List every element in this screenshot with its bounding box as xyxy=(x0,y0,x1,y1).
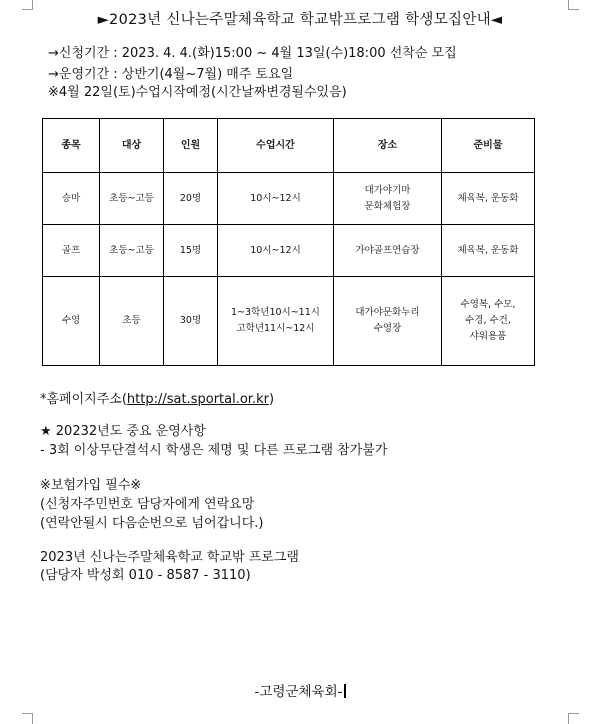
insurance-heading: ※보험가입 필수※ xyxy=(40,478,142,493)
cell-time-line: 10시~12시 xyxy=(250,244,301,256)
header-place: 장소 xyxy=(334,119,442,173)
cell-sport: 골프 xyxy=(43,225,100,277)
application-period: →신청기간 : 2023. 4. 4.(화)15:00 ~ 4월 13일(수)18:00 선착순 모집 xyxy=(48,46,457,61)
homepage-label: *홈페이지주소( xyxy=(40,392,127,407)
page-corner-mark xyxy=(568,713,579,724)
homepage-line xyxy=(40,388,274,407)
cell-items xyxy=(442,277,535,366)
header-time: 수업시간 xyxy=(218,119,334,173)
cell-place xyxy=(334,173,442,225)
cell-count: 30명 xyxy=(164,277,218,366)
cell-items xyxy=(442,225,535,277)
cell-items-line: 체육복, 운동화 xyxy=(457,192,519,204)
header-count: 인원 xyxy=(164,119,218,173)
cell-items xyxy=(442,173,535,225)
cell-time-line: 고학년11시~12시 xyxy=(236,323,315,334)
cell-place-line: 문화체험장 xyxy=(364,200,411,212)
footer-signature xyxy=(0,680,600,700)
cell-time xyxy=(218,173,334,225)
homepage-close: ) xyxy=(268,392,275,407)
cell-items-line: 샤워용품 xyxy=(469,331,507,342)
cell-target: 초등~고등 xyxy=(100,225,164,277)
table-row xyxy=(43,173,535,225)
document-title: ►2023년 신나는주말체육학교 학교밖프로그램 학생모집안내◄ xyxy=(97,12,503,28)
cell-count: 20명 xyxy=(164,173,218,225)
homepage-link[interactable]: http://sat.sportal.or.kr xyxy=(126,392,269,407)
cell-target: 초등 xyxy=(100,277,164,366)
cell-sport: 수영 xyxy=(43,277,100,366)
cell-target: 초등~고등 xyxy=(100,173,164,225)
cell-place-line: 대가야문화누리 xyxy=(355,307,420,318)
cell-place xyxy=(334,277,442,366)
table-row xyxy=(43,277,535,366)
cell-sport: 승마 xyxy=(43,173,100,225)
insurance-note: (연락안될시 다음순번으로 넘어갑니다.) xyxy=(40,516,264,531)
header-items: 준비물 xyxy=(442,119,535,173)
cell-place-line: 수영장 xyxy=(373,323,402,334)
page-corner-mark xyxy=(22,713,33,724)
program-name: 2023년 신나는주말체육학교 학교밖 프로그램 xyxy=(40,550,299,565)
cell-place xyxy=(334,225,442,277)
notice-heading: ★ 20232년도 중요 운영사항 xyxy=(40,424,206,439)
insurance-note: (신청자주민번호 담당자에게 연락요망 xyxy=(40,497,255,512)
cell-time-line: 10시~12시 xyxy=(250,192,301,204)
contact-info: (담당자 박성회 010 - 8587 - 3110) xyxy=(40,568,251,583)
operation-period: →운영기간 : 상반기(4월~7월) 매주 토요일 xyxy=(48,67,294,82)
cell-count: 15명 xyxy=(164,225,218,277)
organization-name: -고령군체육회- xyxy=(254,684,343,700)
cell-place-line: 가야골프연습장 xyxy=(355,244,420,256)
cell-items-line: 수경, 수건, xyxy=(465,315,511,326)
cell-items-line: 체육복, 운동화 xyxy=(457,244,519,256)
text-cursor xyxy=(344,684,346,698)
cell-items-line: 수영복, 수모, xyxy=(460,299,516,310)
cell-time xyxy=(218,277,334,366)
header-target: 대상 xyxy=(100,119,164,173)
cell-time-line: 1~3학년10시~11시 xyxy=(231,307,320,318)
header-sport: 종목 xyxy=(43,119,100,173)
cell-place-line: 대가야기마 xyxy=(364,184,411,196)
notice-rule: - 3회 이상무단결석시 학생은 제명 및 다른 프로그램 참가불가 xyxy=(40,443,388,458)
schedule-table xyxy=(42,118,535,366)
cell-time xyxy=(218,225,334,277)
table-row xyxy=(43,225,535,277)
table-header-row xyxy=(43,119,535,173)
start-date-note: ※4월 22일(토)수업시작예정(시간날짜변경될수있음) xyxy=(48,85,347,100)
